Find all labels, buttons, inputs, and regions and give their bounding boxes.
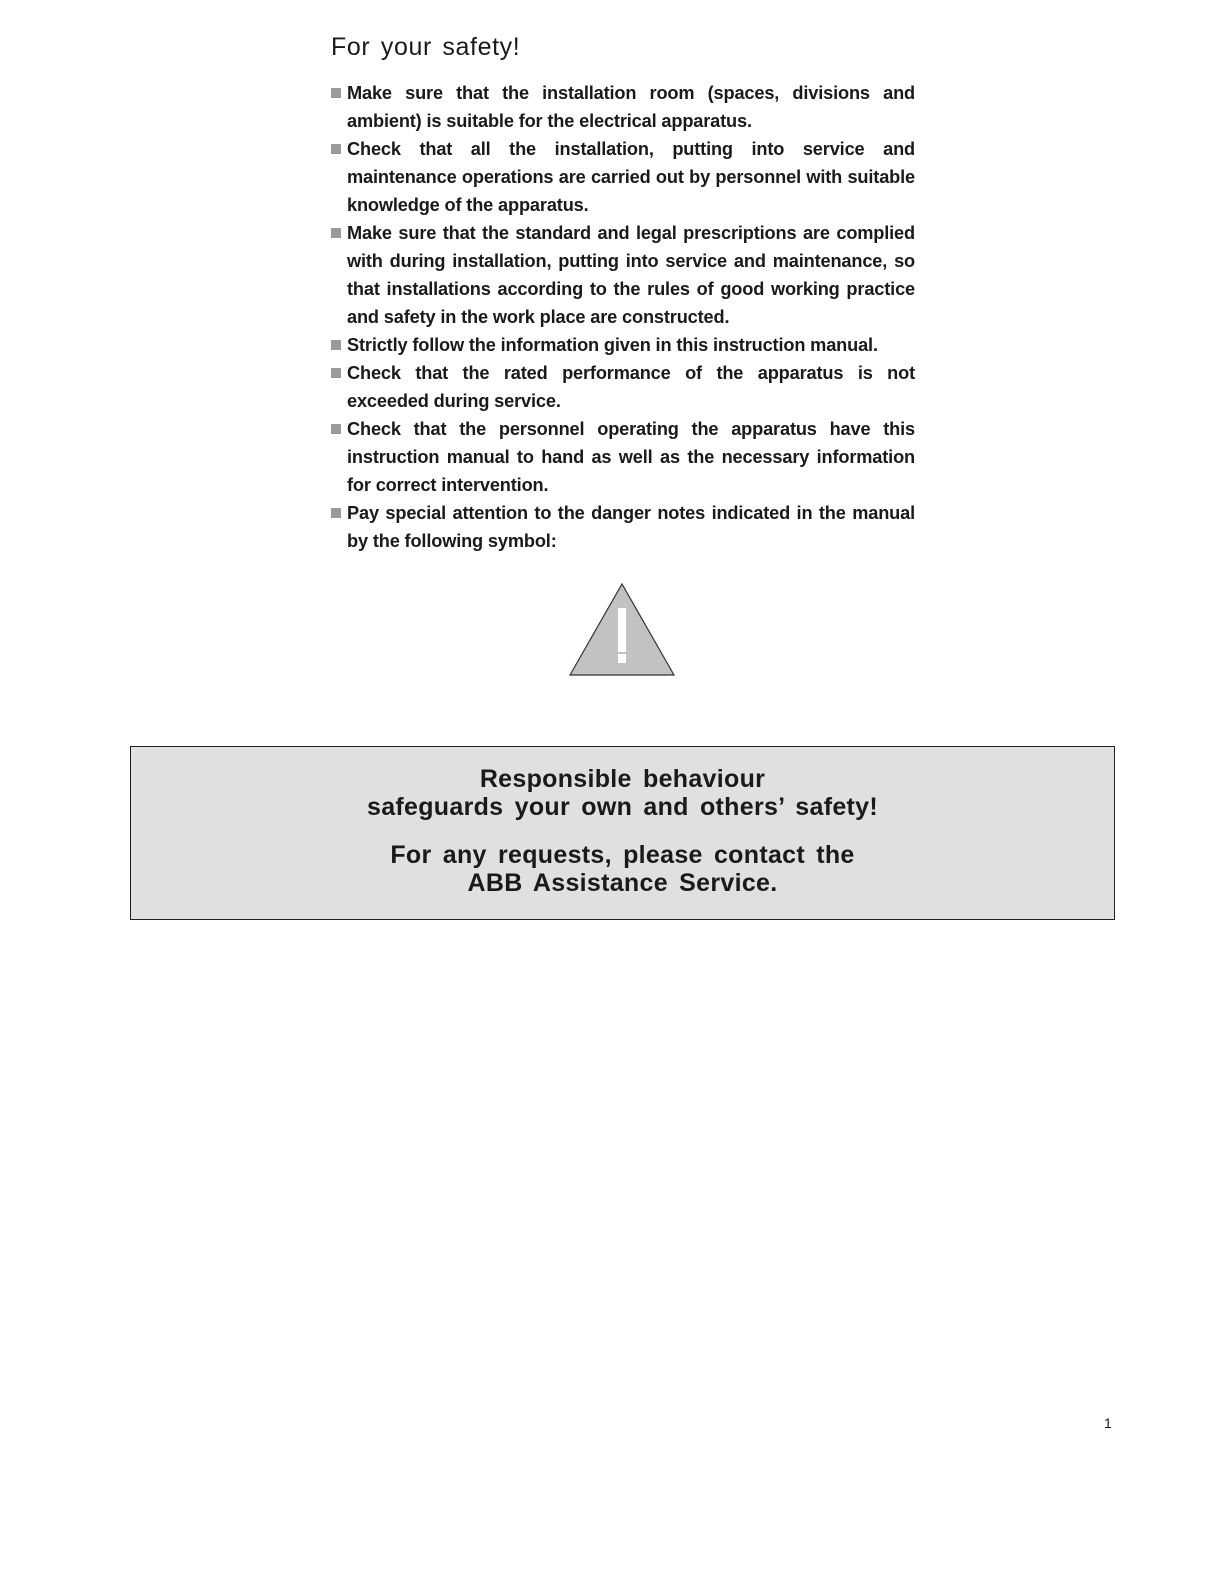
square-bullet-icon — [331, 424, 341, 434]
square-bullet-icon — [331, 144, 341, 154]
list-item — [331, 79, 915, 135]
list-item-text: Strictly follow the information given in this instruction manual. — [347, 335, 878, 355]
list-item — [331, 499, 915, 555]
list-item — [331, 359, 915, 415]
list-item-text: Check that the personnel operating the apparatus have this instruction manual to hand as well as the necessary information for correct intervention. — [347, 419, 915, 495]
notice-line: Responsible behaviour — [479, 765, 766, 793]
notice-line: ABB Assistance Service. — [467, 869, 778, 897]
list-item — [331, 219, 915, 331]
list-item-text: Make sure that the installation room (spaces, divisions and ambient) is suitable for the electrical apparatus. — [347, 83, 915, 131]
notice-message — [131, 765, 1114, 821]
square-bullet-icon — [331, 508, 341, 518]
list-item-text: Check that the rated performance of the apparatus is not exceeded during service. — [347, 363, 915, 411]
notice-contact — [131, 841, 1114, 897]
page-number: 1 — [1104, 1415, 1112, 1431]
square-bullet-icon — [331, 228, 341, 238]
list-item-text: Check that all the installation, putting into service and maintenance operations are carried out by personnel with suitable knowledge of the apparatus. — [347, 139, 915, 215]
square-bullet-icon — [331, 88, 341, 98]
list-item-text: Pay special attention to the danger notes indicated in the manual by the following symbol: — [347, 503, 915, 551]
page-title: For your safety! — [331, 33, 521, 61]
safety-instructions-list — [331, 79, 915, 555]
list-item — [331, 415, 915, 499]
square-bullet-icon — [331, 340, 341, 350]
notice-line: For any requests, please contact the — [390, 841, 855, 869]
square-bullet-icon — [331, 368, 341, 378]
list-item-text: Make sure that the standard and legal prescriptions are complied with during installation, putting into service and maintenance, so that installations according to the rules of good working practice and safety in the work place are constructed. — [347, 223, 915, 327]
safety-notice-box — [130, 746, 1115, 920]
list-item — [331, 135, 915, 219]
notice-line: safeguards your own and others’ safety! — [367, 793, 878, 821]
list-item — [331, 331, 915, 359]
warning-triangle-icon — [568, 582, 676, 677]
